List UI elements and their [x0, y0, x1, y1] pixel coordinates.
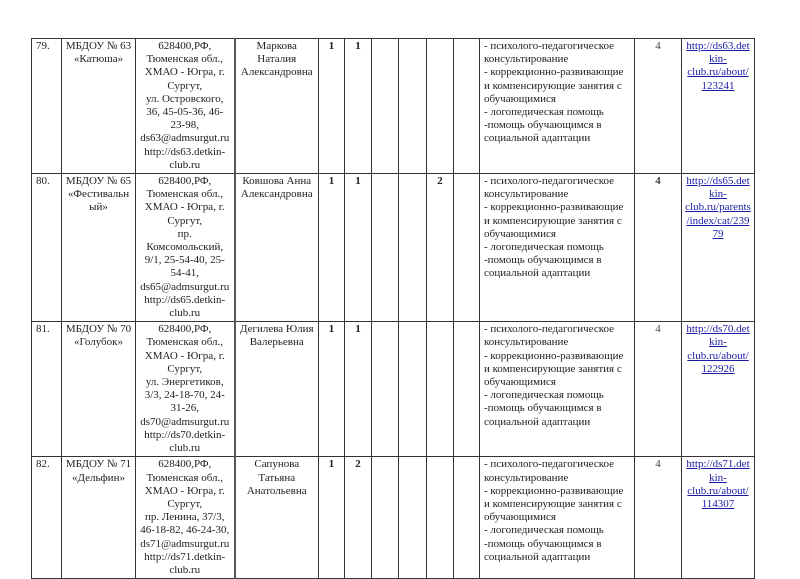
website-cell [682, 39, 755, 174]
count-col-5 [427, 322, 454, 457]
count-col-5: 2 [427, 174, 454, 322]
website-cell [682, 174, 755, 322]
count-col-4 [399, 457, 427, 579]
count-col-1: 1 [319, 457, 345, 579]
website-link[interactable]: http://ds71.detkin-club.ru/about/114307 [686, 458, 750, 510]
services-count: 4 [635, 457, 682, 579]
row-number: 80. [32, 174, 62, 322]
director-name: Ковшова Анна Александровна [235, 174, 319, 322]
count-col-4 [399, 322, 427, 457]
count-col-3 [372, 39, 399, 174]
table-row [32, 174, 755, 322]
institution-name: МБДОУ № 70 «Голубок» [62, 322, 136, 457]
director-name: Дегилева Юлия Валерьевна [235, 322, 319, 457]
count-col-6 [454, 174, 480, 322]
table-row [32, 457, 755, 579]
services-list: - психолого-педагогическое консультирование - коррекционно-развивающие и компенсирующие занятия с обучающимися - логопедическая помощь -помощь обучающимся в социальной адаптации [480, 174, 635, 322]
institution-address: 628400,РФ, Тюменская обл., ХМАО - Югра, г. Сургут, ул. Энергетиков, 3/3, 24-18-70, 24-31-26, ds70@admsurgut.ru http://ds70.detkin-club.ru [136, 322, 235, 457]
count-col-3 [372, 322, 399, 457]
count-col-3 [372, 174, 399, 322]
director-name: Маркова Наталия Александровна [235, 39, 319, 174]
services-count: 4 [635, 39, 682, 174]
institution-address: 628400,РФ, Тюменская обл., ХМАО - Югра, г. Сургут, пр. Комсомольский, 9/1, 25-54-40, 25-54-41, ds65@admsurgut.ru http://ds65.detkin-club.ru [136, 174, 235, 322]
row-number: 81. [32, 322, 62, 457]
institutions-table [31, 38, 755, 579]
count-col-3 [372, 457, 399, 579]
count-col-2: 1 [345, 174, 372, 322]
institution-name: МБДОУ № 71 «Дельфин» [62, 457, 136, 579]
count-col-2: 1 [345, 322, 372, 457]
director-name: Сапунова Татьяна Анатольевна [235, 457, 319, 579]
count-col-6 [454, 457, 480, 579]
count-col-2: 1 [345, 39, 372, 174]
services-list: - психолого-педагогическое консультирование - коррекционно-развивающие и компенсирующие занятия с обучающимися - логопедическая помощь -помощь обучающимся в социальной адаптации [480, 39, 635, 174]
count-col-5 [427, 39, 454, 174]
count-col-1: 1 [319, 322, 345, 457]
count-col-1: 1 [319, 174, 345, 322]
services-list: - психолого-педагогическое консультирование - коррекционно-развивающие и компенсирующие занятия с обучающимися - логопедическая помощь -помощь обучающимся в социальной адаптации [480, 322, 635, 457]
services-list: - психолого-педагогическое консультирование - коррекционно-развивающие и компенсирующие занятия с обучающимися - логопедическая помощь -помощь обучающимся в социальной адаптации [480, 457, 635, 579]
website-link[interactable]: http://ds65.detkin-club.ru/parents/index/cat/23979 [685, 175, 751, 240]
website-link[interactable]: http://ds63.detkin-club.ru/about/123241 [686, 40, 750, 92]
services-count: 4 [635, 322, 682, 457]
website-link[interactable]: http://ds70.detkin-club.ru/about/122926 [686, 323, 750, 375]
table-row [32, 322, 755, 457]
institution-name: МБДОУ № 65 «Фестивальный» [62, 174, 136, 322]
count-col-6 [454, 322, 480, 457]
count-col-5 [427, 457, 454, 579]
website-cell [682, 322, 755, 457]
institution-name: МБДОУ № 63 «Катюша» [62, 39, 136, 174]
institution-address: 628400,РФ, Тюменская обл., ХМАО - Югра, г. Сургут, пр. Ленина, 37/3, 46-18-82, 46-24-30, ds71@admsurgut.ru http://ds71.detkin-club.ru [136, 457, 235, 579]
institution-address: 628400,РФ, Тюменская обл., ХМАО - Югра, г. Сургут, ул. Островского, 36, 45-05-36, 46-23-98, ds63@admsurgut.ru http://ds63.detkin-club.ru [136, 39, 235, 174]
row-number: 82. [32, 457, 62, 579]
count-col-4 [399, 174, 427, 322]
count-col-4 [399, 39, 427, 174]
services-count: 4 [635, 174, 682, 322]
website-cell [682, 457, 755, 579]
count-col-1: 1 [319, 39, 345, 174]
count-col-2: 2 [345, 457, 372, 579]
table-row [32, 39, 755, 174]
count-col-6 [454, 39, 480, 174]
row-number: 79. [32, 39, 62, 174]
